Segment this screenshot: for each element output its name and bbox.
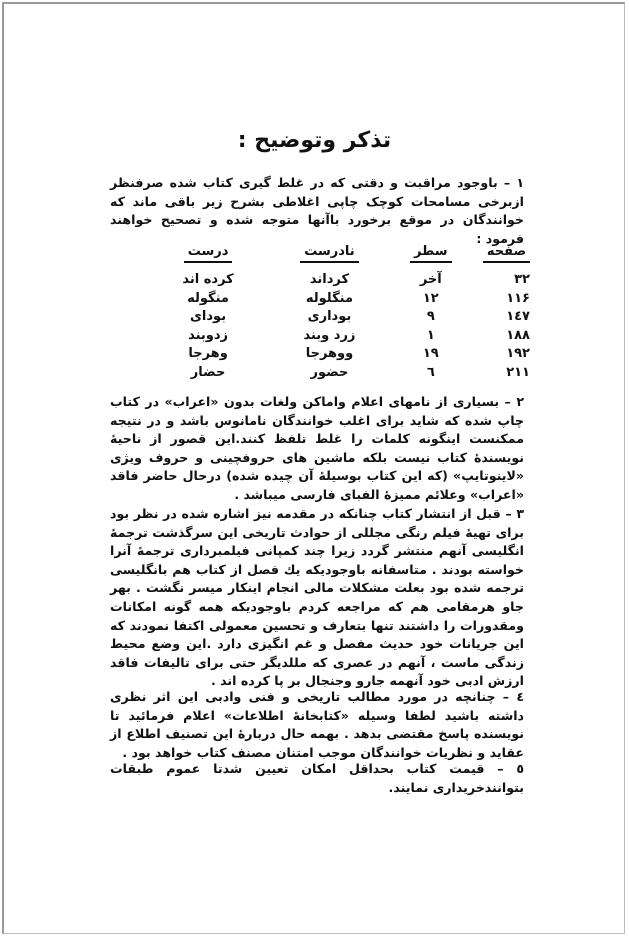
cell-line: ٦ [426, 364, 435, 380]
table-row [150, 345, 530, 364]
cell-page: ۳۲ [514, 272, 530, 287]
paragraph-2: ۲ – بسیاری از نامهای اعلام واماکن ولغات بدون «اعراب» در کتاب چاپ شده که شاید برای اغلب خوانندگان نامانوس باشد و در نتیجه ممکنست اینگونه کلمات را غلط تلفظ کنند.این قصور از ناحیهٔ نویسندهٔ کتاب نیست بلکه ماشین های حروفچینی و حروف ویژی «لاینوتایپ» (که این کتاب بوسیلهٔ آن چیده شده) درحال حاضر فاقد «اعراب» وعلائم ممیزهٔ الفبای فارسی میباشد . [110, 394, 524, 502]
cell-correct: منگوله [187, 290, 229, 306]
cell-incorrect: کرداند [309, 272, 350, 287]
cell-correct: زدوبند [188, 327, 229, 343]
paragraph-3: ۳ – قبل از انتشار کتاب چنانکه در مقدمه نیز اشاره شده در نظر بود برای تهیهٔ فیلم رنگی مجللی از حوادث تاریخی این سرگذشت ترجمهٔ انگلیسی آنهم منتشر گردد زیرا چند کمپانی فیلمبرداری ترجمهٔ آنرا خواسته بودند . متاسفانه باوجودیکه یك فصل از کتاب هم بانگلیسی ترجمه شده بود بعلت مشکلات مالی انجام اینکار میسر نگشت . بهر جاو هرمقامی هم که مراجعه کردم باوجودیکه همه گونه امکانات ومقدورات را داشتند تنها بتعارف و تحسین معمولی اکتفا نمودند که این جریانات خود حدیث مفصل و غم انگیزی دارد .این وضع محیط زندگی ماست ، آنهم در عصری که مللدیگر حتی برای تالیفات فاقد ارزش ادبی خود آنهمه جارو وجنجال بر پا کرده اند . [110, 506, 524, 689]
cell-line: ۹ [426, 309, 435, 324]
header-incorrect: نادرست [266, 244, 393, 271]
header-line: سطر [393, 244, 469, 271]
errata-table [150, 244, 530, 382]
header-page: صفحه [469, 244, 530, 271]
cell-page: ۱۹۲ [506, 346, 530, 361]
paragraph-5: ٥ – قیمت کتاب بحداقل امکان تعیین شدتا عموم طبقات بتوانندخریداری نمایند. [110, 761, 524, 795]
table-row [150, 271, 530, 290]
header-correct: درست [150, 244, 266, 271]
cell-correct: بودای [190, 309, 227, 324]
cell-correct: حضار [190, 364, 226, 380]
cell-line: ۱۲ [422, 290, 439, 306]
cell-incorrect: ووهرجا [305, 346, 354, 361]
cell-page: ۲۱۱ [506, 364, 530, 380]
cell-page: ۱٤۷ [506, 309, 530, 324]
cell-incorrect: منگلوله [305, 290, 354, 306]
cell-page: ۱۸۸ [506, 327, 530, 343]
cell-incorrect: حضور [310, 364, 349, 380]
cell-page: ۱۱۶ [506, 290, 530, 306]
paragraph-1: ۱ – باوجود مراقبت و دقتی که در غلط گیری کتاب شده صرفنظر ازبرخی مسامحات کوچک چاپی اغلاطی بشرح زیر باقی ماند که خوانندگان در موقع برخورد باآنها متوجه شده و تصحیح خواهند فرمود : [110, 175, 524, 246]
cell-line: ۱۹ [422, 346, 439, 361]
cell-line: ۱ [426, 327, 435, 343]
table-row [150, 308, 530, 327]
table-row [150, 364, 530, 383]
cell-incorrect: بوداری [307, 309, 352, 324]
page-title: تذکر وتوضیح : [237, 128, 392, 153]
paragraph-4: ٤ – چنانچه در مورد مطالب تاریخی و فنی وادبی این اثر نظری داشته باشید لطفا وسیله «کتابخانهٔ اطلاعات» اعلام فرمائید تا نویسنده پاسخ مقتضی بدهد . بهمه حال دربارهٔ این تصنیف اطلاع از عقاید و نظریات خوانندگان موجب امتنان مصنف کتاب خواهد بود . [110, 689, 524, 760]
table-row [150, 290, 530, 309]
cell-correct: وهرجا [188, 346, 228, 361]
cell-line: آخر [419, 272, 442, 287]
cell-correct: کرده اند [182, 272, 234, 287]
cell-incorrect: زرد وبند [303, 327, 356, 343]
table-row [150, 327, 530, 346]
